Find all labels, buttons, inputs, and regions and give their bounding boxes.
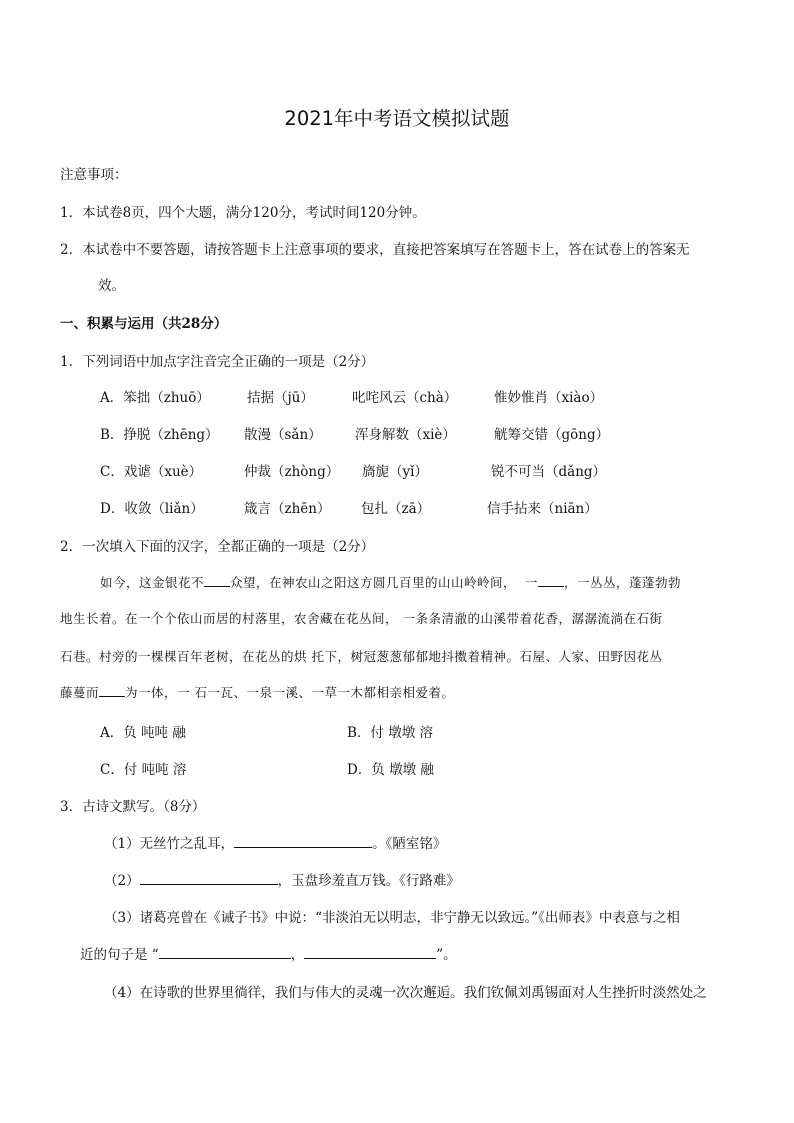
section-1-heading: 一、积累与运用（共28分） xyxy=(60,316,228,332)
q2-passage-text-4a: 藤蔓而 xyxy=(60,685,100,700)
q2-option-d: D．负 墩墩 融 xyxy=(347,762,434,778)
q1-option-a-word-1: A．笨拙（zhuō） xyxy=(100,390,210,406)
q2-passage-text-1d: ，一丛丛，蓬蓬勃勃 xyxy=(564,575,682,590)
q3-blank-3 xyxy=(159,946,291,959)
q3-blank-1 xyxy=(234,835,372,848)
q3-item-2-suffix: ，玉盘珍羞直万钱。《行路难》 xyxy=(277,873,460,889)
q3-item-3-line-1: （3）诸葛亮曾在《诫子书》中说：“非淡泊无以明志，非宁静无以致远。”《出师表》中表意与之相 xyxy=(104,910,680,926)
q2-blank-1 xyxy=(204,574,230,587)
q1-option-d-word-2: 箴言（zhēn） xyxy=(244,501,331,517)
q1-option-d-word-3: 包扎（zā） xyxy=(361,501,431,517)
q2-passage-text-4b: 为一体，一 石一瓦、一泉一溪、一草一木都相亲相爱着。 xyxy=(125,685,455,700)
q2-passage-line-3: 石巷。村旁的一棵棵百年老树，在花丛的烘 托下，树冠葱葱郁郁地抖擞着精神。石屋、人家、田野因花丛 xyxy=(60,649,663,664)
notice-item-1: 1．本试卷8页，四个大题，满分120分，考试时间120分钟。 xyxy=(60,205,426,221)
q2-option-c: C．付 吨吨 溶 xyxy=(100,762,187,778)
q3-blank-4 xyxy=(304,946,436,959)
question-3-stem: 3．古诗文默写。（8分） xyxy=(60,799,206,815)
q3-item-1-suffix: 。《陋室铭》 xyxy=(372,836,447,852)
q1-option-a-word-4: 惟妙惟肖（xiào） xyxy=(494,390,604,406)
q2-passage-text-1a: 如今，这金银花不 xyxy=(100,575,205,590)
q1-option-c-word-1: C．戏谑（xuè） xyxy=(100,464,203,480)
q2-option-b: B．付 墩墩 溶 xyxy=(347,725,434,741)
question-1-stem: 1．下列词语中加点字注音完全正确的一项是（2分） xyxy=(60,354,375,370)
q2-passage-line-2: 地生长着。在一个个依山而居的村落里，农舍藏在花丛间， 一条条清澈的山溪带着花香，潺潺流淌在石街 xyxy=(60,611,663,626)
q2-passage-text-1c: 一 xyxy=(524,575,538,590)
q1-option-b-word-2: 散漫（sǎn） xyxy=(244,427,322,443)
q1-option-c-word-2: 仲裁（zhòng） xyxy=(244,464,340,480)
q1-option-c-word-3: 旖旎（yǐ） xyxy=(362,464,428,480)
q2-passage-line-4 xyxy=(60,683,455,701)
notice-item-2-line-2: 效。 xyxy=(98,278,125,294)
q2-option-a: A．负 吨吨 融 xyxy=(100,725,186,741)
q3-item-4-line-1: （4）在诗歌的世界里徜徉，我们与伟大的灵魂一次次邂逅。我们钦佩刘禹锡面对人生挫折时淡然处之 xyxy=(104,985,707,1001)
q1-option-a-word-3: 叱咤风云（chà） xyxy=(352,390,458,406)
question-2-stem: 2．一次填入下面的汉字，全都正确的一项是（2分） xyxy=(60,539,375,555)
q3-item-1 xyxy=(104,832,446,852)
q1-option-d-word-4: 信手拈来（niān） xyxy=(487,501,598,517)
notice-item-2-line-1: 2．本试卷中不要答题，请按答题卡上注意事项的要求，直接把答案填写在答题卡上，答在试卷上的答案无 xyxy=(60,242,690,258)
q2-passage-text-1b: 众望，在神农山之阳这方圆几百里的山山岭岭间， xyxy=(230,575,517,590)
q1-option-c-word-4: 锐不可当（dǎng） xyxy=(491,464,607,480)
q3-item-2-prefix: （2） xyxy=(104,873,140,889)
q3-item-3-prefix: 近的句子是 “ xyxy=(80,947,159,963)
q1-option-a-word-2: 拮据（jū） xyxy=(247,390,314,406)
q3-blank-2 xyxy=(140,872,278,885)
q1-option-b-word-3: 浑身解数（xiè） xyxy=(355,427,456,443)
q3-item-3-mid: ， xyxy=(290,947,305,963)
page-title: 2021年中考语文模拟试题 xyxy=(284,107,510,130)
q1-option-d-word-1: D．收敛（liǎn） xyxy=(100,501,204,517)
q2-blank-3 xyxy=(99,684,125,697)
q1-option-b-word-4: 觥筹交错（gōng） xyxy=(494,427,610,443)
q2-blank-2 xyxy=(538,574,564,587)
q3-item-2 xyxy=(104,869,460,889)
notice-heading: 注意事项： xyxy=(60,167,128,183)
q3-item-1-prefix: （1）无丝竹之乱耳， xyxy=(104,836,235,852)
q3-item-3-line-2 xyxy=(80,943,457,963)
q1-option-b-word-1: B．挣脱（zhēng） xyxy=(100,427,219,443)
q3-item-3-suffix: ”。 xyxy=(436,947,457,963)
q2-passage-line-1 xyxy=(100,573,681,591)
